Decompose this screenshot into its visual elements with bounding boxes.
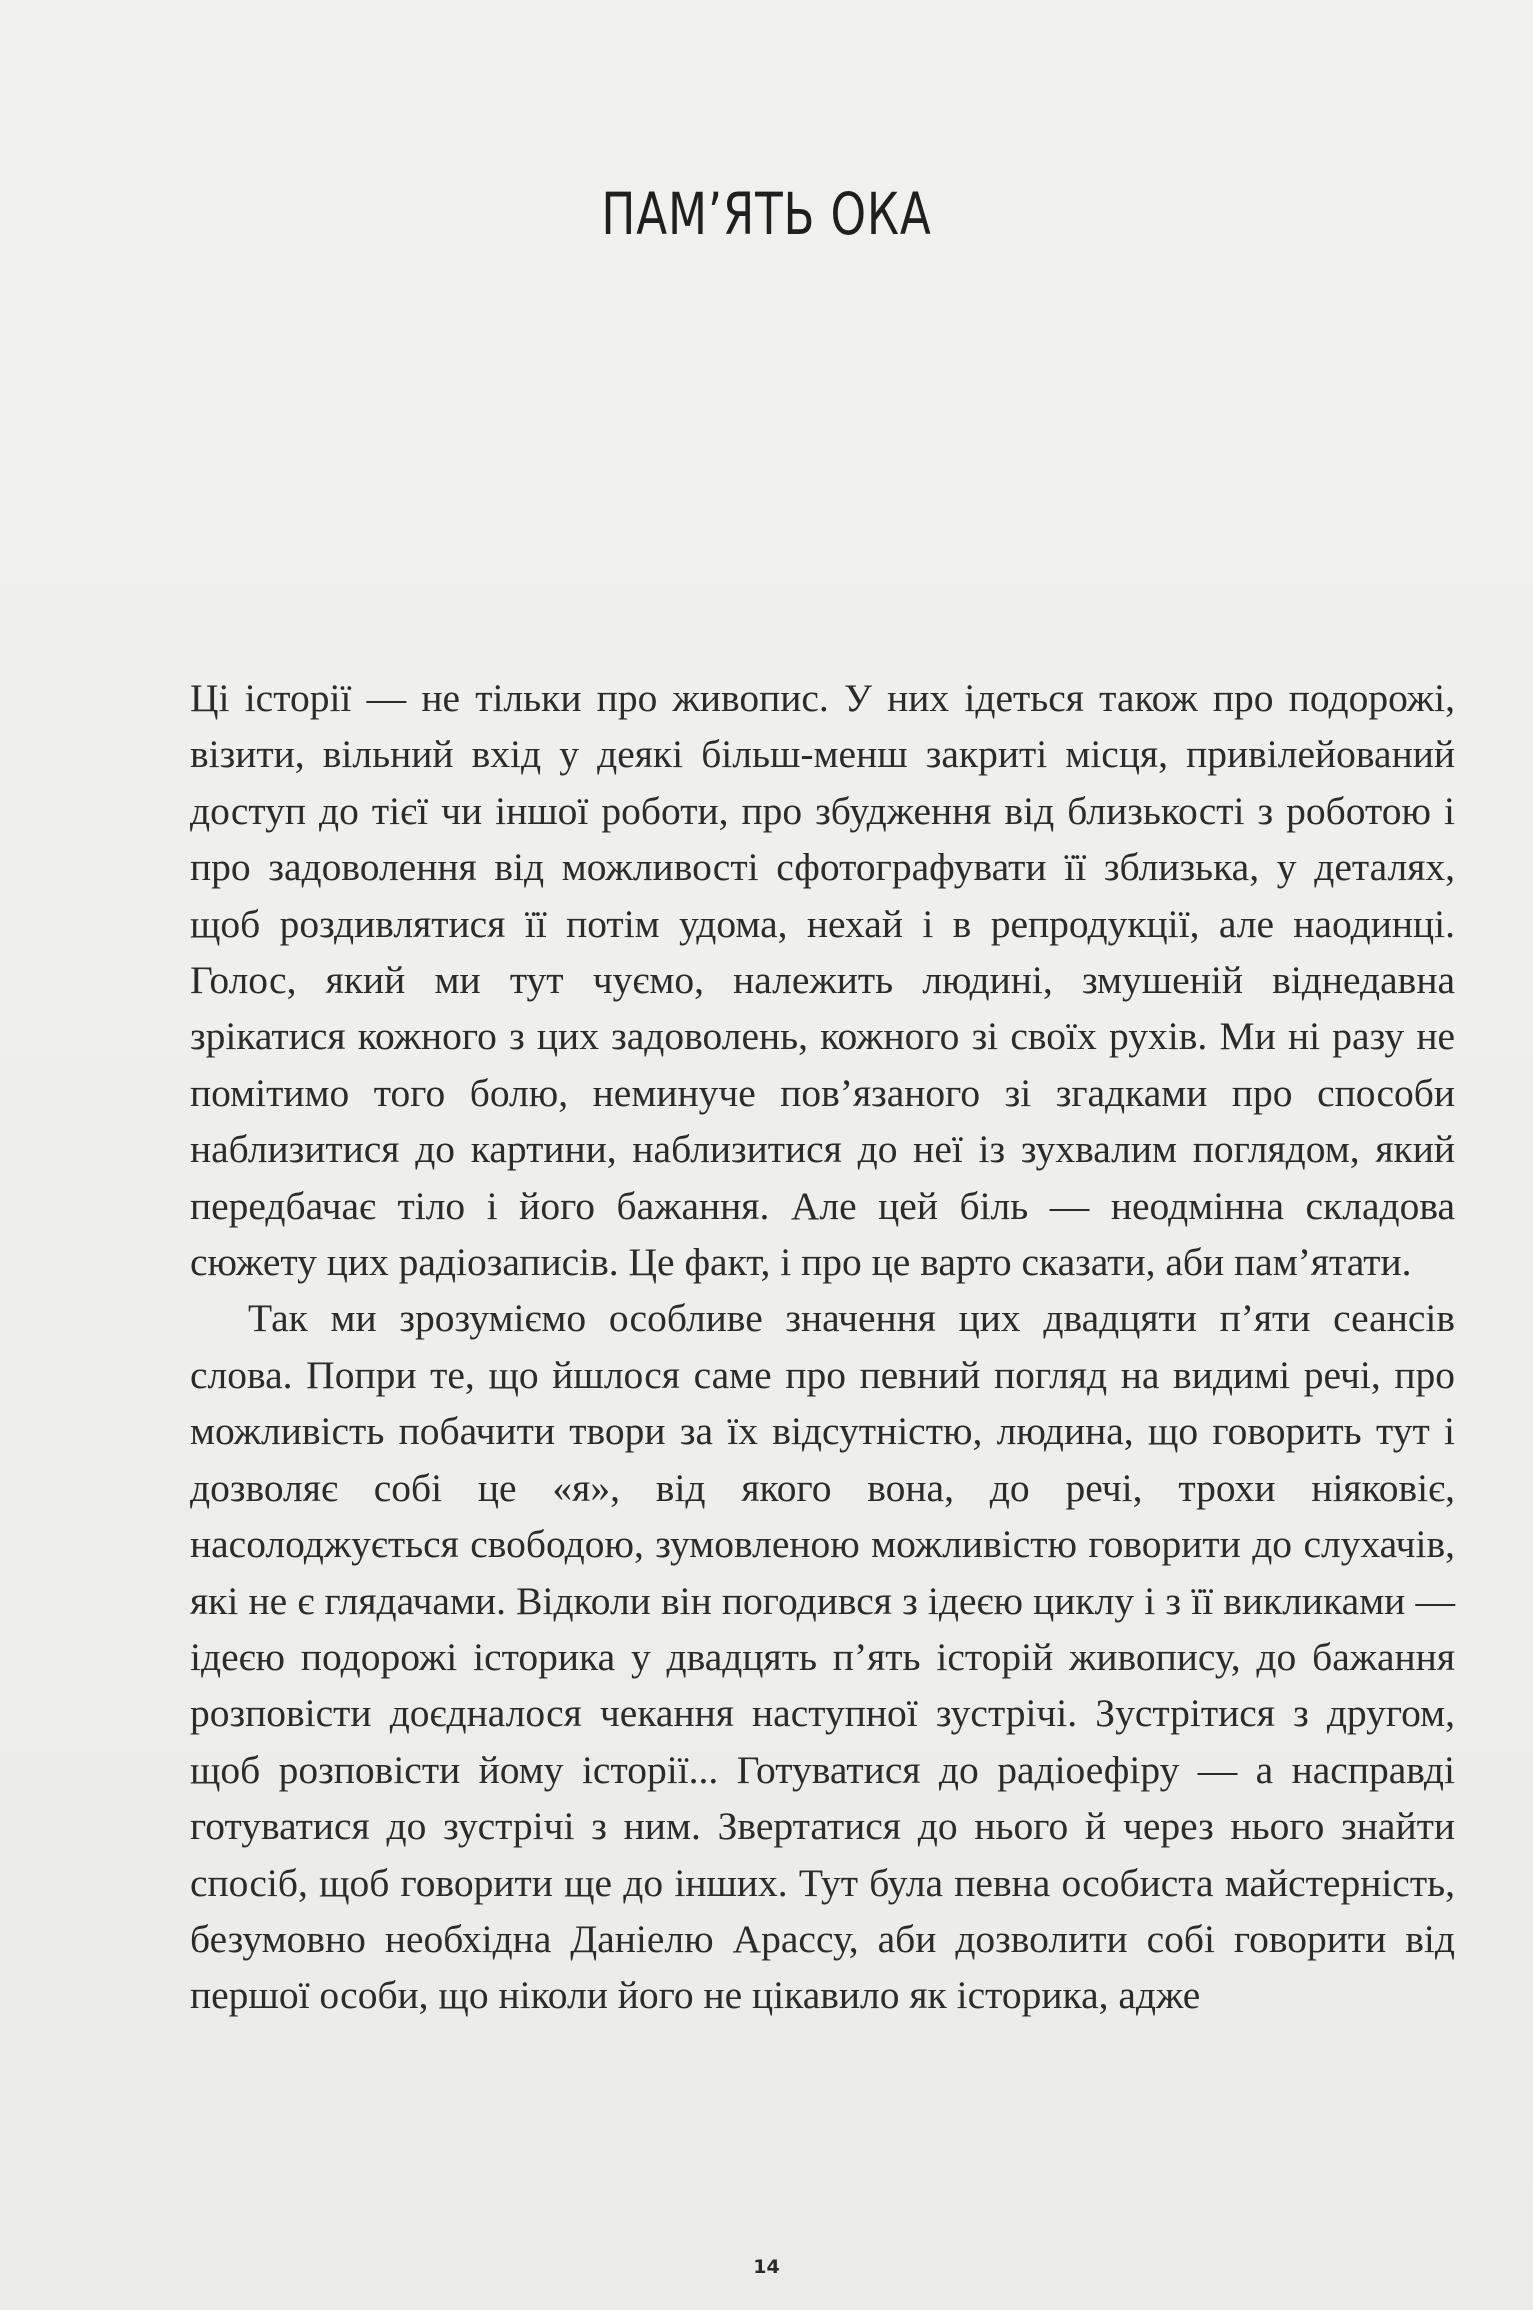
body-text	[190, 670, 1455, 2024]
page-number: 14	[753, 2256, 780, 2278]
paragraph: Ці історії — не тільки про живопис. У них ідеться також про подорожі, візити, вільний вхід у деякі більш-менш закриті місця, привілейований доступ до тієї чи іншої роботи, про збудження від близькості з роботою і про задоволення від можливості сфотографувати її зблизька, у деталях, щоб роздивлятися її потім удома, нехай і в репродукції, але наодинці. Голос, який ми тут чуємо, належить людині, змушеній віднедавна зрікатися кожного з цих задоволень, кожного зі своїх рухів. Ми ні разу не помітимо того болю, неминуче пов’язаного зі згадками про способи наблизитися до картини, наблизитися до неї із зухвалим поглядом, який передбачає тіло і його бажання. Але цей біль — неодмінна складова сюжету цих радіозаписів. Це факт, і про це варто сказати, аби пам’ятати.	[190, 676, 1455, 1285]
paragraph: Так ми зрозуміємо особливе значення цих двадцяти п’яти сеансів слова. Попри те, що йшлося саме про певний погляд на видимі речі, про можливість побачити твори за їх відсутністю, людина, що говорить тут і дозволяє собі це «я», від якого вона, до речі, трохи ніяковіє, насолоджується свободою, зумовленою можливістю говорити до слухачів, які не є глядачами. Відколи він погодився з ідеєю циклу і з її викликами — ідеєю подорожі історика у двадцять п’ять історій живопису, до бажання розповісти доєдналося чекання наступної зустрічі. Зустрітися з другом, щоб розповісти йому історії... Готуватися до радіоефіру — а насправді готуватися до зустрічі з ним. Звертатися до нього й через нього знайти спосіб, щоб говорити ще до інших. Тут була певна особиста майстерність, безумовно необхідна Даніелю Арассу, аби дозволити собі говорити від першої особи, що ніколи його не цікавило як історика, адже	[190, 1296, 1455, 2018]
chapter-title: ПАМ’ЯТЬ ОКА	[601, 180, 932, 248]
